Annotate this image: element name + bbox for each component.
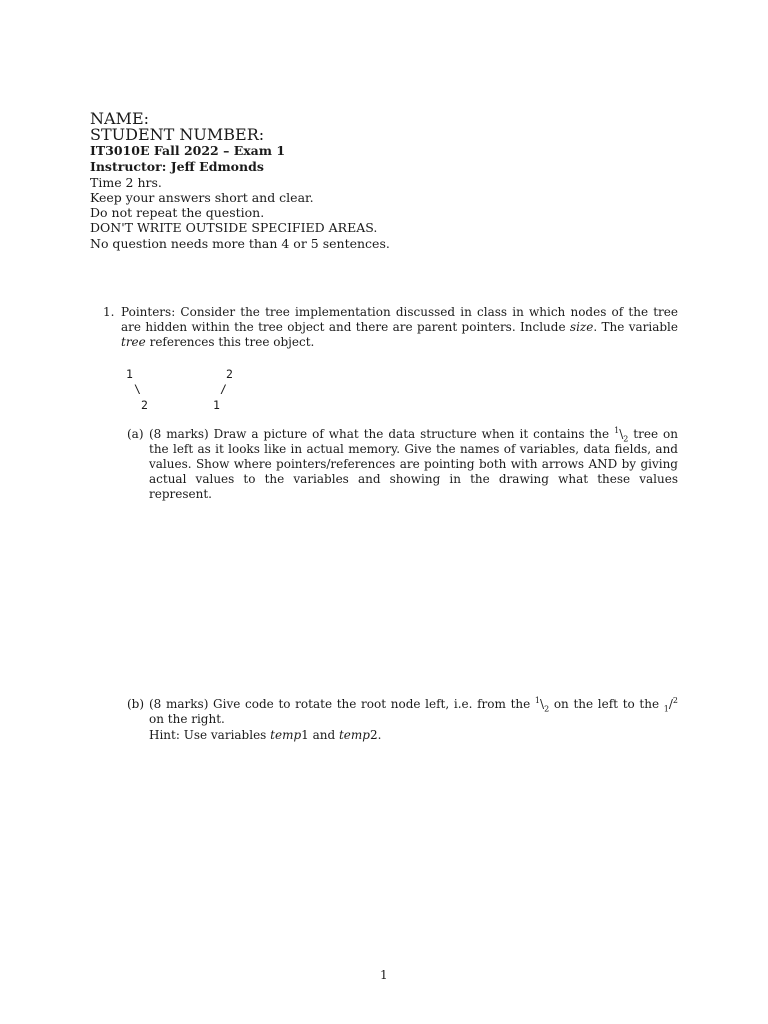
course-title: IT3010E Fall 2022 – Exam 1 [90,143,286,158]
question-number: 1. [103,305,115,319]
instruction-line: No question needs more than 4 or 5 sentences. [90,236,390,251]
tree-right-child: 1 [213,398,220,412]
part-a-label: (a) [127,427,144,441]
tree-left-child: 2 [141,398,148,412]
student-number-label: STUDENT NUMBER: [90,125,265,144]
instruction-line: Do not repeat the question. [90,205,265,220]
var-tree: tree [121,335,146,349]
tree-left-edge: \ [134,382,141,396]
part-b-text: (8 marks) Give code to rotate the root node left, i.e. from the $^1\backslash_2$ on the left to the $_1$/$^2$ on the right. [149,696,678,726]
instruction-line: Keep your answers short and clear. [90,190,314,205]
var-size: size [569,320,594,334]
part-b-hint: Hint: Use variables temp1 and temp2. [149,728,382,742]
time-limit: Time 2 hrs. [90,175,162,190]
instructor: Instructor: Jeff Edmonds [90,159,264,174]
tree-right-root: 2 [226,367,233,381]
question-intro: Pointers: Consider the tree implementation discussed in class in which nodes of the tree are hidden within the tree object and there are parent pointers. Include size. The variable tree references this tree object. [121,305,678,349]
part-a-text: (8 marks) Draw a picture of what the data structure when it contains the $^1\backslash_2$ tree on the left as it looks like in actual memory. Give the names of variables, data fields, and values. Show where pointers/references are pointing both with arrows AND by giving actual values to the variables and showing in the drawing what these values represent. [149,426,678,501]
page-number: 1 [380,968,388,982]
name-label: NAME: [90,109,150,128]
instruction-line: DON'T WRITE OUTSIDE SPECIFIED AREAS. [90,220,378,235]
tree-left-root: 1 [126,367,133,381]
tree-right-edge: / [220,382,227,396]
part-b-label: (b) [127,697,145,711]
